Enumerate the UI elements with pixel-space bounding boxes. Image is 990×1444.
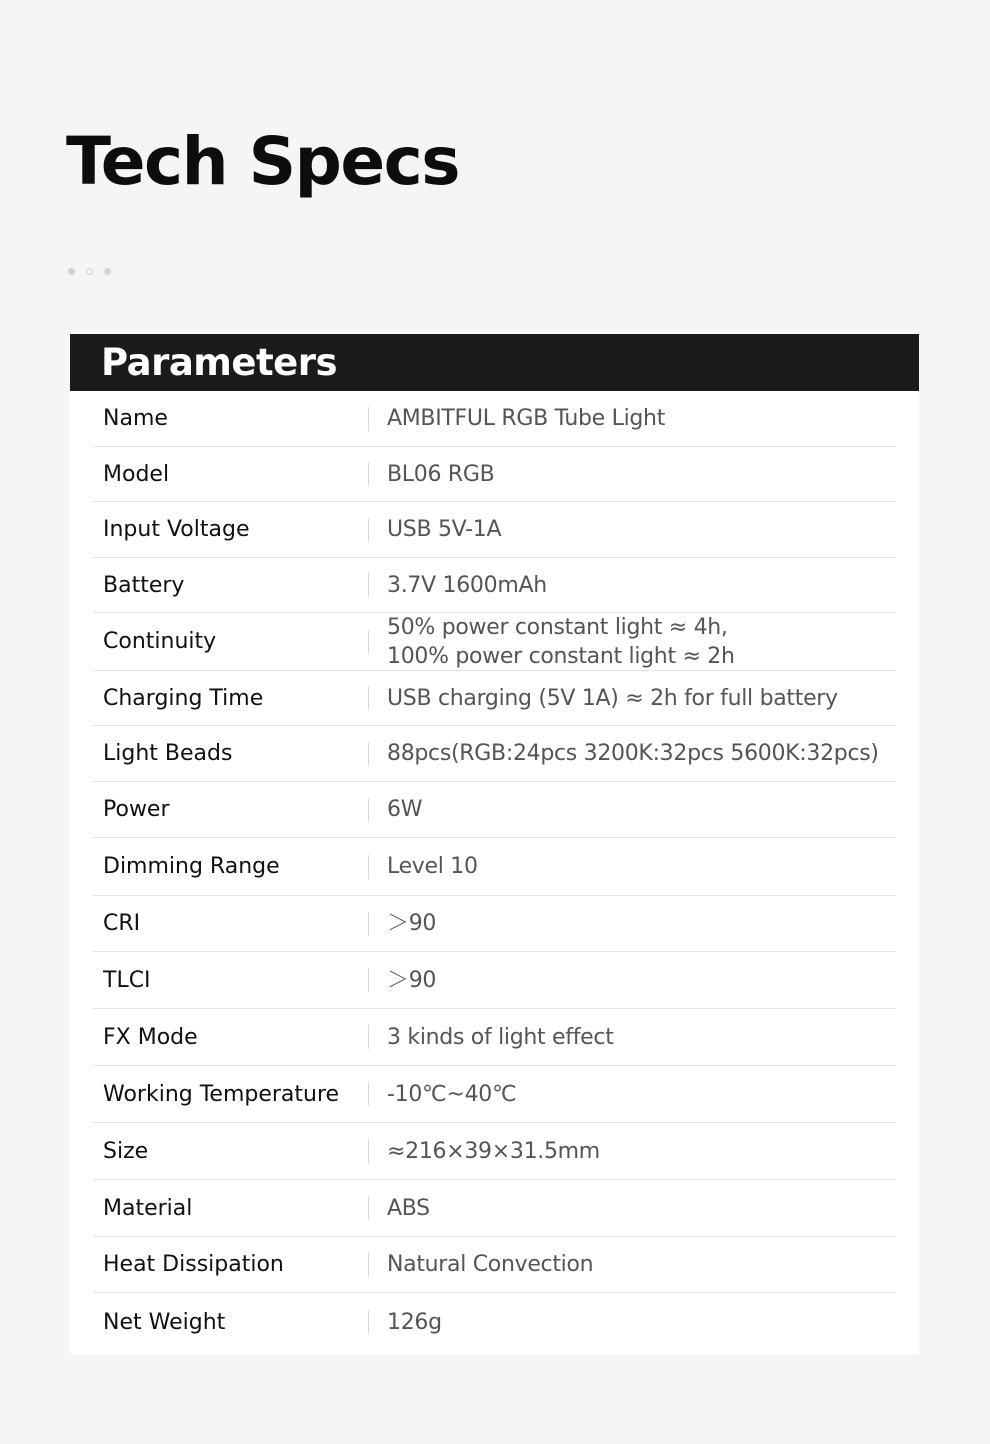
spec-value-line: -10℃~40℃: [387, 1081, 517, 1107]
spec-row: [93, 1123, 896, 1180]
spec-value-line: 126g: [387, 1309, 442, 1335]
spec-value-line: ≈216×39×31.5mm: [387, 1138, 600, 1164]
spec-label: CRI: [103, 911, 141, 936]
spec-label: Name: [103, 406, 168, 431]
parameters-panel: [70, 334, 919, 1354]
spec-value: [369, 739, 879, 768]
spec-row: [93, 952, 896, 1009]
spec-label: Working Temperature: [103, 1081, 340, 1107]
pagination-dot[interactable]: [86, 268, 93, 275]
pagination-dot[interactable]: [68, 268, 75, 275]
spec-row: [93, 838, 896, 896]
parameters-title: Parameters: [101, 341, 338, 384]
spec-row: [93, 391, 896, 447]
spec-row: [93, 613, 896, 671]
spec-value-line: BL06 RGB: [387, 461, 495, 487]
spec-row: [93, 1180, 896, 1237]
spec-value-line: ＞90: [387, 967, 437, 993]
pagination-dot[interactable]: [104, 268, 111, 275]
spec-value-line: 50% power constant light ≈ 4h,: [387, 614, 728, 640]
spec-value-line: USB charging (5V 1A) ≈ 2h for full battery: [387, 685, 838, 711]
spec-row: [93, 502, 896, 558]
spec-value: [369, 795, 422, 824]
spec-value: [369, 460, 494, 489]
spec-value-line: Natural Convection: [387, 1252, 594, 1277]
spec-row: [93, 1009, 896, 1066]
spec-label: Model: [103, 461, 170, 487]
spec-row: [93, 782, 896, 838]
spec-value: [369, 852, 478, 881]
spec-label: Material: [103, 1195, 193, 1221]
spec-row: [93, 1066, 896, 1123]
spec-value-line: ABS: [387, 1195, 430, 1221]
spec-row: [93, 1237, 896, 1293]
spec-row: [93, 447, 896, 502]
spec-value: [369, 1194, 430, 1223]
spec-value-line: 3.7V 1600mAh: [387, 572, 547, 598]
spec-value-line: USB 5V-1A: [387, 517, 502, 542]
spec-row: [93, 671, 896, 726]
spec-value-line: AMBITFUL RGB Tube Light: [387, 406, 666, 431]
spec-value-line: 100% power constant light ≈ 2h: [387, 643, 735, 669]
spec-label: TLCI: [103, 967, 151, 993]
spec-value-line: ＞90: [387, 911, 437, 936]
spec-value: [369, 1023, 614, 1052]
spec-value: [369, 1080, 516, 1109]
spec-label: Heat Dissipation: [103, 1252, 284, 1277]
spec-value-line: 6W: [387, 797, 423, 822]
spec-value: [369, 404, 665, 433]
spec-value: [369, 1137, 600, 1166]
spec-row: [93, 896, 896, 952]
spec-value: [369, 684, 838, 713]
spec-row: [93, 558, 896, 613]
spec-row: [93, 1293, 896, 1351]
pagination-dots: [68, 268, 111, 275]
spec-row: [93, 726, 896, 782]
spec-value: [369, 966, 436, 995]
spec-label: Net Weight: [103, 1309, 226, 1335]
parameters-header: [70, 334, 919, 391]
spec-label: Light Beads: [103, 741, 233, 766]
page-title: Tech Specs: [66, 123, 460, 200]
spec-label: Battery: [103, 572, 185, 598]
spec-table: [93, 391, 896, 1351]
spec-value: [369, 613, 735, 671]
spec-label: Continuity: [103, 629, 217, 654]
spec-label: Dimming Range: [103, 854, 280, 879]
spec-value: [369, 909, 436, 938]
spec-value: [369, 1308, 442, 1337]
spec-value: [369, 1250, 593, 1279]
spec-value-line: 88pcs(RGB:24pcs 3200K:32pcs 5600K:32pcs): [387, 741, 879, 766]
spec-value-line: 3 kinds of light effect: [387, 1024, 614, 1050]
spec-label: Input Voltage: [103, 517, 250, 542]
spec-label: Size: [103, 1138, 149, 1164]
spec-label: Power: [103, 797, 170, 822]
spec-label: Charging Time: [103, 685, 264, 711]
spec-value: [369, 515, 501, 544]
spec-label: FX Mode: [103, 1024, 198, 1050]
spec-value: [369, 571, 547, 600]
spec-value-line: Level 10: [387, 854, 478, 879]
